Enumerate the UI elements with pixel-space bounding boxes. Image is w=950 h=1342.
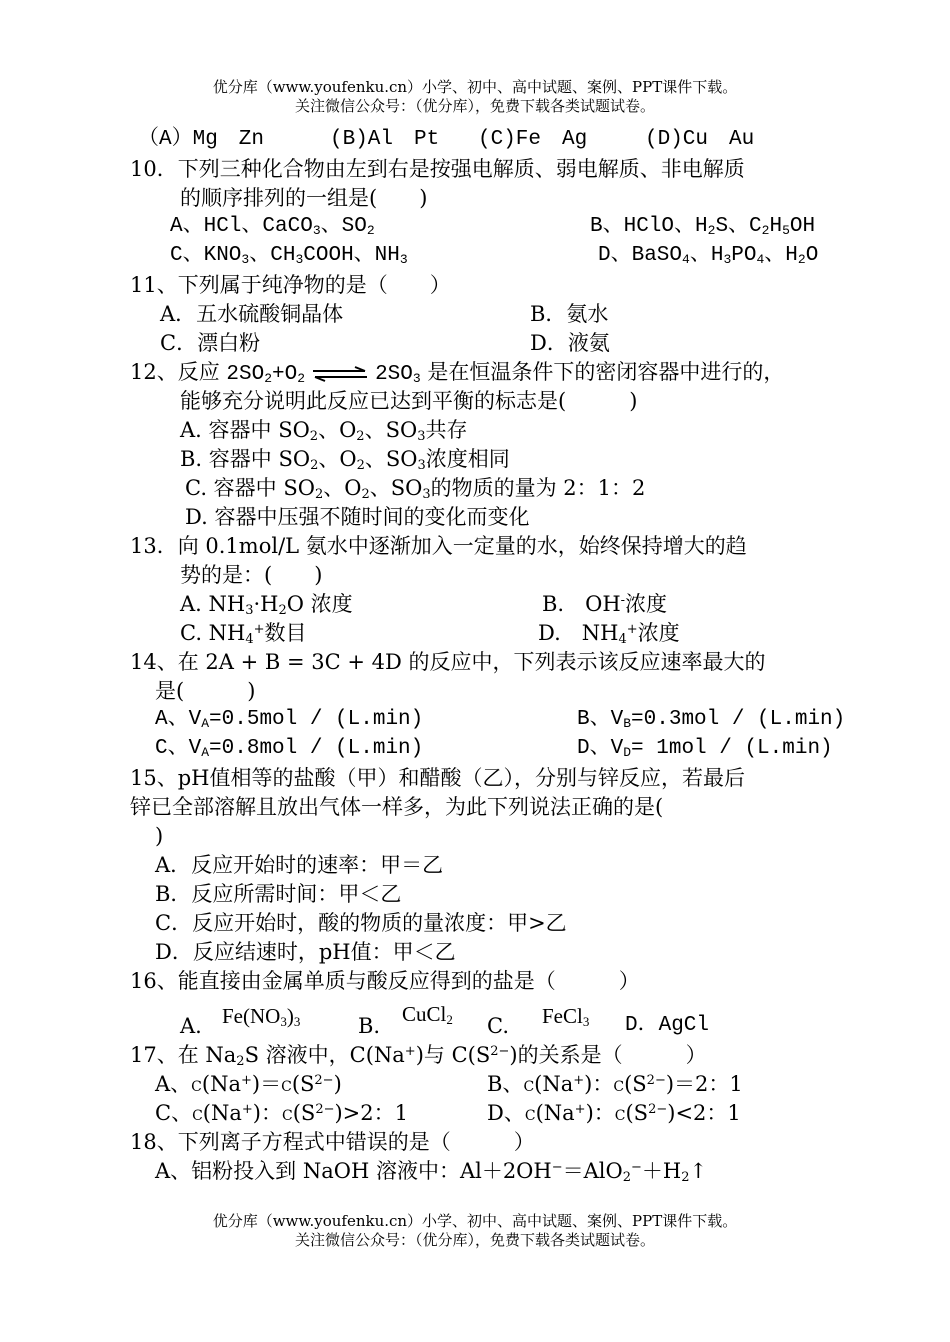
- q10-option-d: D、BaSO$_4$、$H_3PO_4$、$H_2O$: [598, 244, 819, 267]
- q15-stem-line-3: ): [155, 824, 164, 848]
- q12-option-b: B. 容器中 $SO_2$、$O_2$、$SO_3$浓度相同: [180, 447, 510, 473]
- equilibrium-arrows-icon: [311, 366, 369, 382]
- q9-option-a: （A）Mg Zn: [138, 128, 265, 151]
- q16-option-c-formula: FeCl$_3$: [542, 1004, 590, 1029]
- q11-option-c: C．漂白粉: [160, 331, 261, 355]
- q10-stem-line-2: 的顺序排列的一组是( ): [180, 186, 428, 210]
- q14-option-a: A、$V_A=0.5mol / (L.\min)$: [155, 708, 424, 731]
- q14-option-c: C、$V_A=0.8mol / (L.\min)$: [155, 737, 424, 760]
- page-header: [0, 78, 950, 116]
- header-line-1: 优分库（www.youfenku.cn）小学、初中、高中试题、案例、PPT课件下载。: [212, 78, 738, 96]
- q15-option-d: D．反应结速时，pH值：甲＜乙: [155, 940, 456, 964]
- q18-stem: 18、下列离子方程式中错误的是（ ）: [130, 1130, 535, 1154]
- q12-product: $2SO_3$: [375, 363, 421, 386]
- q16-option-b: B.: [358, 1014, 381, 1038]
- q14-option-d: D、$V_D= 1mol / (L.\min)$: [577, 737, 833, 760]
- q16-option-c: C.: [487, 1014, 509, 1038]
- q14-option-b: B、$V_B=0.3mol / (L.\min)$: [577, 708, 846, 731]
- q12-option-a: A. 容器中 $SO_2$、$O_2$、$SO_3$共存: [180, 418, 468, 444]
- q11-option-b: B．氨水: [530, 302, 609, 326]
- q15-option-a: A．反应开始时的速率：甲＝乙: [155, 853, 444, 877]
- q13-option-d: D. $NH_4^+$浓度: [538, 621, 680, 647]
- q14-stem-line-1: 14、在 2A + B = 3C + 4D 的反应中，下列表示该反应速率最大的: [130, 650, 766, 674]
- q9-option-b: (B)Al Pt: [330, 128, 440, 151]
- q13-option-c: C. $NH_4^+$数目: [180, 621, 307, 647]
- q16-stem: 16、能直接由金属单质与酸反应得到的盐是（ ）: [130, 969, 640, 993]
- q10-option-b: B、HClO、$H_2S$、$C_2H_5OH$: [590, 215, 816, 238]
- q16-option-a: A.: [180, 1014, 202, 1038]
- q16-option-a-formula: $Fe(NO_3)_3$: [222, 1004, 301, 1029]
- q17-stem: 17、在 $Na_2S$ 溶液中，C(Na+)与 $C(S^{2-})$的关系是（ ）: [130, 1043, 707, 1069]
- q16-option-d: D．AgCl: [625, 1014, 710, 1037]
- q16-option-b-formula: CuCl$_2$: [402, 1002, 453, 1027]
- q15-option-c: C．反应开始时，酸的物质的量浓度：甲>乙: [155, 911, 567, 935]
- q12-option-c: C. 容器中 $SO_2$、$O_2$、$SO_3$的物质的量为 2：1：2: [185, 476, 646, 502]
- q9-option-c: (C)Fe Ag: [478, 128, 588, 151]
- q10-stem-line-1: 10．下列三种化合物由左到右是按强电解质、弱电解质、非电解质: [130, 157, 745, 181]
- q15-stem-line-1: 15、pH值相等的盐酸（甲）和醋酸（乙），分别与锌反应，若最后: [130, 766, 745, 790]
- q12-stem-line-2: 能够充分说明此反应已达到平衡的标志是( ): [180, 389, 638, 413]
- q12-option-d: D. 容器中压强不随时间的变化而变化: [185, 505, 530, 529]
- q18-option-a: A、铝粉投入到 NaOH 溶液中：$Al+2OH^-=AlO_2^-+H_2↑$: [155, 1159, 708, 1185]
- q15-option-b: B．反应所需时间：甲＜乙: [155, 882, 402, 906]
- q17-option-c: C、C(Na+)：$C(S^{2-})>2$：1: [155, 1101, 408, 1125]
- q10-option-a: A、HCl、CaCO$_3$、$SO_2$: [170, 215, 375, 238]
- q13-stem-line-2: 势的是：( ): [180, 563, 323, 587]
- q13-option-b: B. OH-浓度: [542, 592, 668, 616]
- q9-option-d: (D)Cu Au: [645, 128, 755, 151]
- q14-stem-line-2: 是( ): [155, 679, 256, 703]
- q13-option-a: A. $NH_3\cdot H_2O$ 浓度: [180, 592, 353, 618]
- footer-line-1: 优分库（www.youfenku.cn）小学、初中、高中试题、案例、PPT课件下载。: [212, 1212, 738, 1230]
- q17-option-b: B、C(Na+)：$C(S^{2-})=2$：1: [487, 1072, 743, 1096]
- q12-stem-suffix: 是在恒温条件下的密闭容器中进行的，: [420, 360, 785, 384]
- q10-option-c: C、$KNO_3$、$CH_3COOH$、$NH_3$: [170, 244, 408, 267]
- page-footer: [0, 1212, 950, 1250]
- q17-option-a: A、$C(Na^+)=C(S^{2-})$: [155, 1072, 342, 1096]
- q12-reactants: $2SO_2+O_2$: [226, 363, 306, 386]
- q11-option-a: A．五水硫酸铜晶体: [160, 302, 344, 326]
- footer-line-2: 关注微信公众号：（优分库），免费下载各类试题试卷。: [294, 1231, 655, 1249]
- header-line-2: 关注微信公众号：（优分库），免费下载各类试题试卷。: [294, 97, 655, 115]
- q12-stem-line-1: [130, 358, 784, 389]
- q13-stem-line-1: 13．向 0.1mol/L 氨水中逐渐加入一定量的水，始终保持增大的趋: [130, 534, 747, 558]
- q17-option-d: D、C(Na+)：$C(S^{2-})<2$：1: [487, 1101, 741, 1125]
- q11-stem: 11、下列属于纯净物的是（ ）: [130, 273, 451, 297]
- q15-stem-line-2: 锌已全部溶解且放出气体一样多，为此下列说法正确的是(: [130, 795, 664, 819]
- q12-stem-prefix: 12、反应: [130, 360, 227, 384]
- q11-option-d: D．液氨: [530, 331, 610, 355]
